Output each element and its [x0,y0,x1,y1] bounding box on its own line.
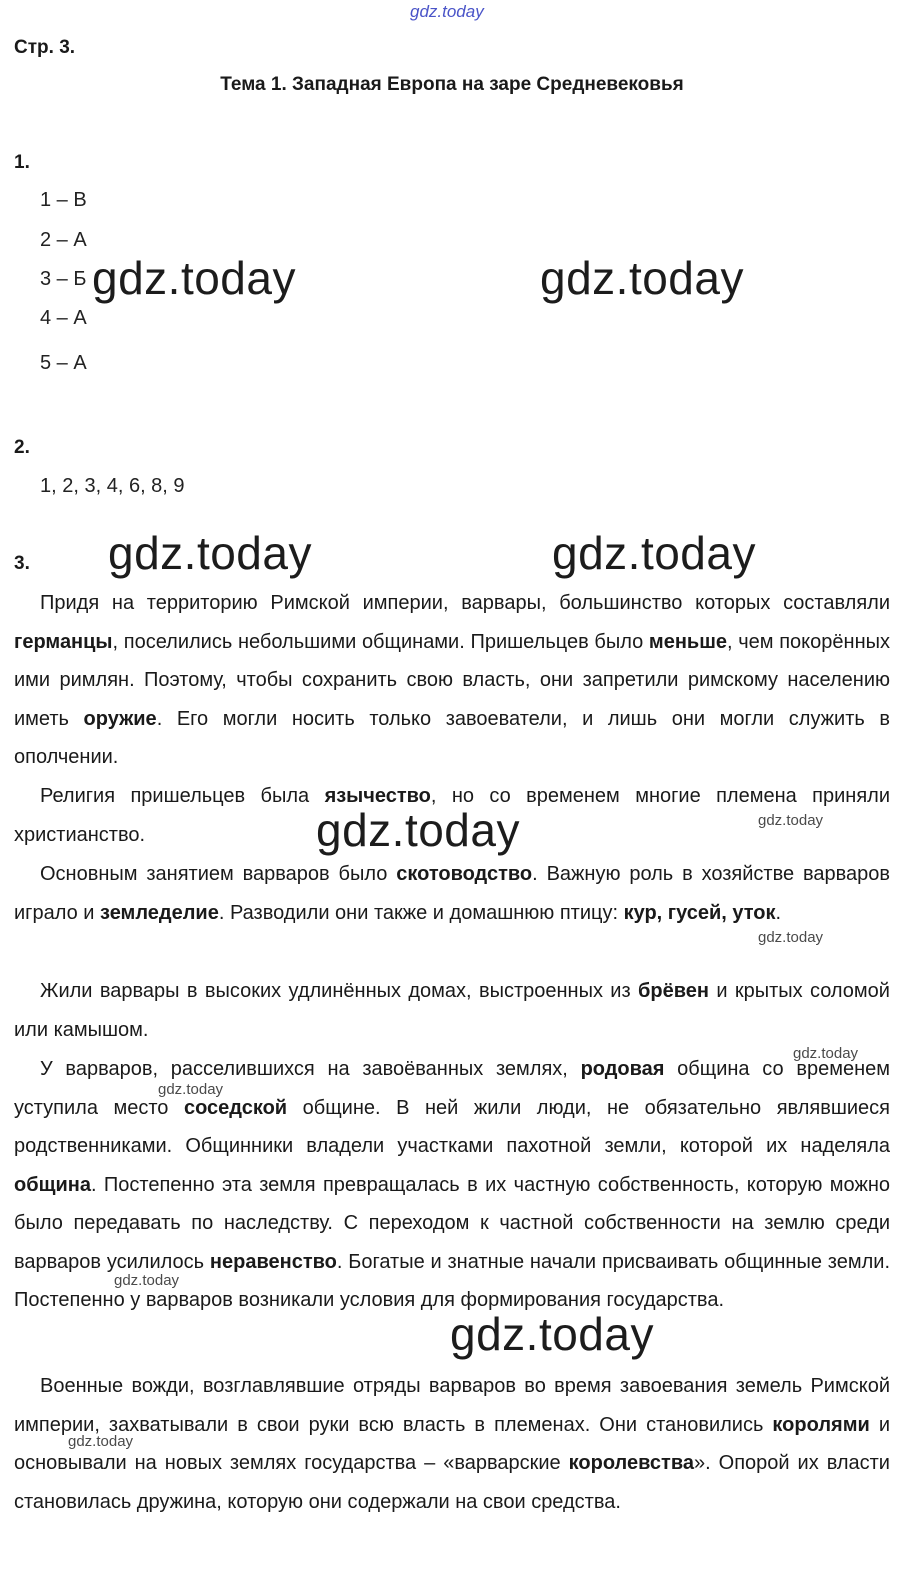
watermark-large: gdz.today [552,527,756,579]
answer-term: община [14,1173,91,1196]
task1-answer: 5 – А [40,352,87,374]
watermark-large: gdz.today [92,252,296,304]
watermark-small: gdz.today [68,1433,134,1450]
answer-term: земледелие [100,901,219,924]
task1-number: 1. [14,152,30,173]
task2-answer: 1, 2, 3, 4, 6, 8, 9 [40,475,185,497]
answer-term: германцы [14,630,113,653]
task3-paragraph-5: У варваров, расселившихся на завоёванных землях, родовая община со временем уступила место соседской общине. В ней жили люди, не обязательно являвшиеся родственниками. Общинники владели участками пахотной земли, которой их наделяла община. Постепенно эта земля превращалась в их частную собственность, которую можно было передавать по наследству. С переходом к частной собственности на землю среди варваров усилилось неравенство. Богатые и знатные начали присваивать общинные земли. Постепенно у варваров возникали условия для формирования государства. [14,1058,891,1311]
watermark-small: gdz.today [114,1272,180,1289]
task1-answer: 4 – А [40,307,87,329]
page-label: Стр. 3. [14,37,76,58]
task1-answer: 2 – А [40,229,87,251]
task3-paragraph-1: Придя на территорию Римской империи, варвары, большинство которых составляли германцы, поселились небольшими общинами. Пришельцев было меньше, чем покорённых ими римлян. Поэтому, чтобы сохранить свою власть, они запретили римскому населению иметь оружие. Его могли носить только завоеватели, и лишь они могли служить в ополчении. [14,592,890,768]
task3-number: 3. [14,553,30,574]
topic-title: Тема 1. Западная Европа на заре Средневековья [220,74,684,95]
watermark-small: gdz.today [758,812,824,829]
watermark-small: gdz.today [158,1081,224,1098]
watermark-large: gdz.today [540,252,744,304]
answer-term: королевства [568,1452,694,1474]
watermark-small: gdz.today [758,929,824,946]
answer-term: брёвен [638,980,709,1002]
answer-term: оружие [83,707,157,730]
answer-term: скотоводство [396,863,533,885]
watermark-large: gdz.today [316,804,520,856]
answer-term: королями [772,1413,870,1436]
task3-paragraph-3: Основным занятием варваров было скотоводство. Важную роль в хозяйстве варваров играло и земледелие. Разводили они также и домашнюю птицу: кур, гусей, уток. [14,863,890,924]
watermark-large: gdz.today [450,1308,654,1360]
answer-term: родовая [580,1058,665,1080]
answer-term: неравенство [209,1250,337,1273]
task1-answer: 1 – В [40,189,87,211]
task3-paragraph-4: Жили варвары в высоких удлинённых домах, выстроенных из брёвен и крытых соломой или камышом. [14,980,890,1041]
answer-term: кур, гусей, уток [623,901,776,924]
watermark-small: gdz.today [793,1045,859,1062]
watermark-header: gdz.today [410,2,484,21]
task1-answer: 3 – Б [40,268,87,290]
task3-paragraph-6: Военные вожди, возглавлявшие отряды варваров во время завоевания земель Римской империи, захватывали в свои руки всю власть в племенах. Они становились королями и основывали на новых землях государства – «варварские королевства». Опорой их власти становилась дружина, которую они содержали на свои средства. [14,1375,890,1513]
answer-term: соседской [183,1096,288,1119]
watermark-large: gdz.today [108,527,312,579]
task2-number: 2. [14,437,30,458]
answer-term: меньше [648,630,728,653]
answer-term: язычество [324,785,431,807]
task3-paragraph-2: Религия пришельцев была язычество, но со временем многие племена приняли христианство. [14,785,890,846]
